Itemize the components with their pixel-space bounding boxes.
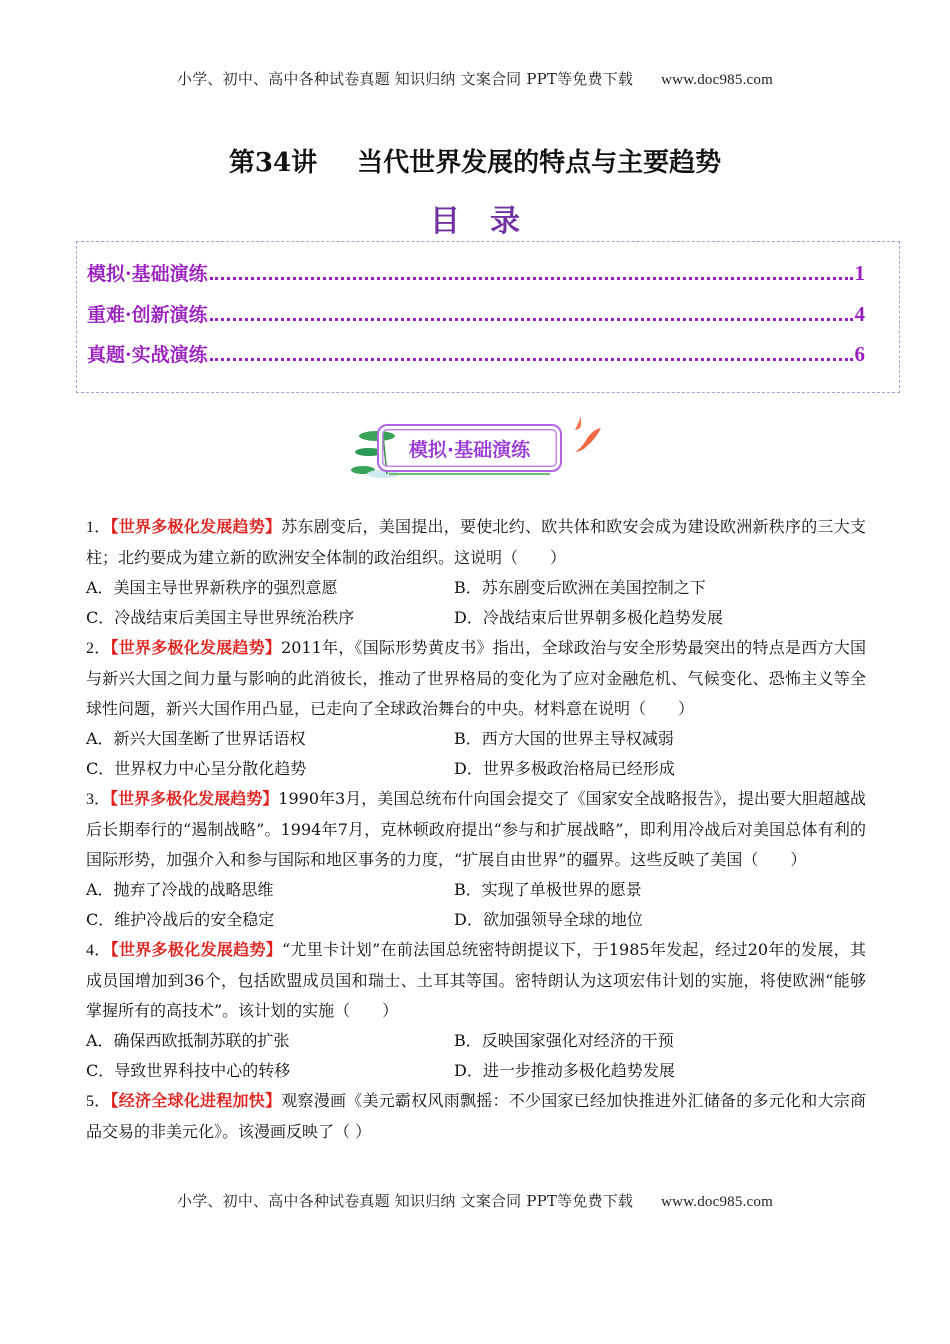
toc-item-label: 模拟·基础演练 [87, 263, 208, 285]
footer-banner-url[interactable]: www.doc985.com [661, 1194, 773, 1210]
header-banner-text: 小学、初中、高中各种试卷真题 知识归纳 文案合同 PPT等免费下载 [177, 70, 634, 88]
table-of-contents [76, 241, 900, 393]
question-4 [86, 935, 866, 1086]
question-topic-tag: 【世界多极化发展趋势】 [110, 517, 282, 536]
option-c[interactable]: C．维护冷战后的安全稳定 [86, 910, 275, 929]
option-c[interactable]: C．导致世界科技中心的转移 [86, 1061, 291, 1080]
header-banner [0, 68, 950, 89]
document-title [0, 142, 950, 179]
question-topic-tag: 【经济全球化进程加快】 [110, 1091, 282, 1110]
toc-item-page: 1 [854, 261, 865, 285]
toc-item-basic-practice[interactable] [87, 258, 865, 286]
toc-dot-leader [210, 277, 853, 280]
option-a[interactable]: A．确保西欧抵制苏联的扩张 [86, 1031, 290, 1050]
badge-label: 模拟·基础演练 [408, 438, 531, 461]
question-1 [86, 512, 866, 633]
question-number: 2． [86, 640, 111, 657]
option-c[interactable]: C．冷战结束后美国主导世界统治秩序 [86, 608, 355, 627]
question-number: 1． [86, 519, 111, 536]
question-5 [86, 1086, 866, 1147]
footer-banner-text: 小学、初中、高中各种试卷真题 知识归纳 文案合同 PPT等免费下载 [177, 1192, 634, 1210]
question-stem: 2011年，《国际形势黄皮书》指出，全球政治与安全形势最突出的特点是西方大国与新兴大国之间力量与影响的此消彼长，推动了世界格局的变化为了应对金融危机、气候变化、恐怖主义等全球性问题，新兴大国作用凸显，已走向了全球政治舞台的中央。材料意在说明（ ） [86, 638, 866, 718]
option-d[interactable]: D．欲加强领导全球的地位 [454, 910, 643, 929]
question-stem: 1990年3月，美国总统布什向国会提交了《国家安全战略报告》，提出要大胆超越战后长期奉行的“遏制战略”。1994年7月，克林顿政府提出“参与和扩展战略”，即利用冷战后对美国总体有利的国际形势，加强介入和参与国际和地区事务的力度，“扩展自由世界”的疆界。这些反映了美国（ ） [86, 789, 866, 869]
toc-item-page: 6 [854, 342, 865, 366]
option-b[interactable]: B．西方大国的世界主导权减弱 [454, 729, 674, 748]
toc-dot-leader [210, 318, 853, 321]
footer-banner [0, 1190, 950, 1211]
question-stem: 观察漫画《美元霸权风雨飘摇：不少国家已经加快推进外汇储备的多元化和大宗商品交易的非美元化》。该漫画反映了（ ） [86, 1091, 866, 1141]
question-3 [86, 784, 866, 935]
option-d[interactable]: D．世界多极政治格局已经形成 [454, 759, 675, 778]
badge-frame [377, 424, 562, 472]
option-b[interactable]: B．反映国家强化对经济的干预 [454, 1031, 674, 1050]
header-banner-url[interactable]: www.doc985.com [661, 72, 773, 88]
option-a[interactable]: A．抛弃了冷战的战略思维 [86, 880, 274, 899]
toc-item-advanced-practice[interactable] [87, 299, 865, 327]
option-b[interactable]: B．苏东剧变后欧洲在美国控制之下 [454, 578, 706, 597]
question-number: 5． [86, 1093, 111, 1110]
lecture-topic: 当代世界发展的特点与主要趋势 [357, 148, 722, 178]
question-stem: “尤里卡计划”在前法国总统密特朗提议下，于1985年发起，经过20年的发展，其成员国增加到36个，包括欧盟成员国和瑞士、土耳其等国。密特朗认为这项宏伟计划的实施，将使欧洲“能够掌握所有的高技术”。该计划的实施（ ） [86, 940, 866, 1020]
toc-item-page: 4 [854, 302, 865, 326]
option-c[interactable]: C．世界权力中心呈分散化趋势 [86, 759, 307, 778]
toc-item-label: 重难·创新演练 [87, 304, 208, 326]
question-list [86, 512, 866, 1147]
question-topic-tag: 【世界多极化发展趋势】 [110, 940, 283, 959]
option-d[interactable]: D．冷战结束后世界朝多极化趋势发展 [454, 608, 723, 627]
question-topic-tag: 【世界多极化发展趋势】 [110, 789, 279, 808]
option-a[interactable]: A．新兴大国垄断了世界话语权 [86, 729, 306, 748]
toc-heading: 目录 [430, 204, 550, 239]
toc-dot-leader [210, 358, 853, 361]
toc-item-label: 真题·实战演练 [87, 344, 208, 366]
question-2 [86, 633, 866, 784]
question-stem: 苏东剧变后，美国提出，要使北约、欧共体和欧安会成为建设欧洲新秩序的三大支柱；北约要成为建立新的欧洲安全体制的政治组织。这说明（ ） [86, 517, 866, 567]
koi-fish-icon [567, 412, 607, 462]
lecture-number: 第34讲 [228, 148, 318, 178]
question-number: 3． [86, 791, 111, 808]
question-topic-tag: 【世界多极化发展趋势】 [110, 638, 282, 657]
option-a[interactable]: A．美国主导世界新秩序的强烈意愿 [86, 578, 338, 597]
section-badge [345, 412, 605, 482]
option-b[interactable]: B．实现了单极世界的愿景 [454, 880, 642, 899]
option-d[interactable]: D．进一步推动多极化趋势发展 [454, 1061, 675, 1080]
question-number: 4． [86, 942, 111, 959]
toc-item-real-exam-practice[interactable] [87, 339, 865, 367]
